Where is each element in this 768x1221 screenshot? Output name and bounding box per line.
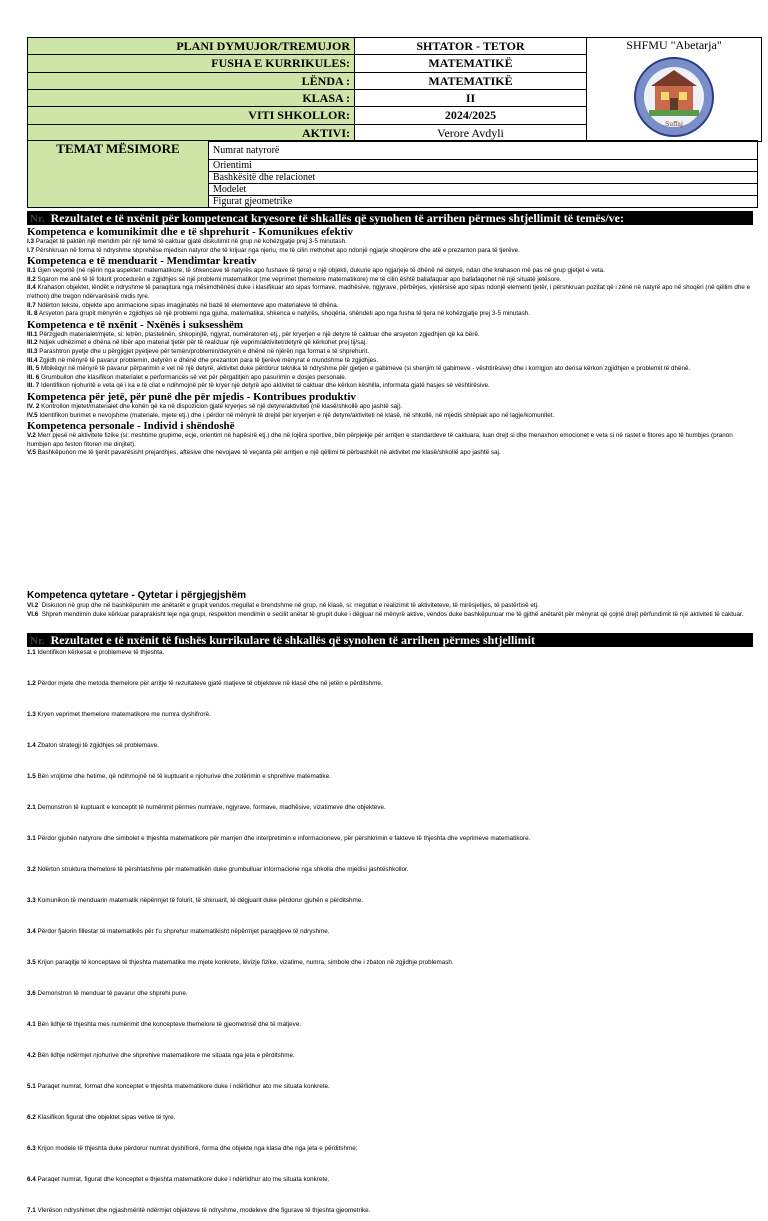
- header-value: 2024/2025: [355, 107, 587, 124]
- competence-item: [27, 339, 753, 348]
- header-value: II: [355, 89, 587, 106]
- topic-item: Orientimi: [209, 160, 758, 172]
- header-value: MATEMATIKË: [355, 72, 587, 89]
- result-item: [27, 990, 753, 1021]
- result-text: Ndërton struktura themelore të përshtatshme për matematikën duke grumbulluar informacione nga shkolla dhe mjedisi jashtëshkollor.: [37, 866, 409, 873]
- competence-title: Kompetenca e të menduarit - Mendimtar kreativ: [27, 255, 257, 268]
- result-code: 3.5: [27, 959, 36, 966]
- result-code: 6.3: [27, 1145, 36, 1152]
- result-item: [27, 742, 753, 773]
- result-text: Identifikon kërkesat e problemeve të thjeshta.: [37, 649, 165, 656]
- header-label: PLANI DYMUJOR/TREMUJOR: [28, 38, 355, 55]
- result-item: [27, 866, 753, 897]
- result-text: Krijon modele të thjeshta duke përdorur numrat dyshifrorë, forma dhe objekte nga klasa dhe nga jeta e përditshme;: [37, 1145, 358, 1152]
- item-text: Bashkëpunon me të tjerët pavarësisht prejardhjes, aftësive dhe nevojave të veçanta për arritjen e një qëllimi të përbashkët në aktivitet me klasë/shkollë apo jashtë saj.: [37, 449, 501, 457]
- result-text: Përdor fjalorin fillestar të matematikës për t'u shprehur matematikisht nëpërmjet paraqitjeve të ndryshme.: [37, 928, 330, 935]
- result-code: 3.1: [27, 835, 36, 842]
- result-text: Bën lidhje të thjeshta mes numërimit dhe koncepteve themelore të gjeometrisë dhe të matjeve.: [37, 1021, 302, 1028]
- result-item: [27, 773, 753, 804]
- item-text: Përshkruan në forma të ndryshme shprehëse mjedisin natyror dhe të krijuar nga njeriu, me të cilin rrethohet apo ndonjë ngjarje shoqërore dhe atë e prezanton para të tjerëve.: [35, 246, 520, 254]
- header-label: VITI SHKOLLOR:: [28, 107, 355, 124]
- item-code: III. 7: [27, 382, 40, 390]
- competence-item: [27, 247, 753, 256]
- competence-item: [27, 238, 753, 247]
- competence-item: [27, 357, 753, 366]
- school-logo-icon: [633, 56, 715, 138]
- header-label: AKTIVI:: [28, 124, 355, 141]
- item-code: IV. 2: [27, 402, 40, 410]
- item-text: Arsyeton para grupit mënyrën e zgjidhjes së një problemi nga gjuha, matematika, shkenca e natyrës, shoqëria, shëndeti apo nga fusha të tjera në kohëzgjatje prej 3-5 minutash.: [38, 310, 531, 318]
- page-1: [0, 0, 768, 545]
- result-item: [27, 835, 753, 866]
- result-text: Bën vrojtime dhe hetime, që ndihmojnë në të kuptuarit e njohurive dhe zotërimin e shprehive matematike.: [37, 773, 331, 780]
- result-item: [27, 804, 753, 835]
- item-text: Mbikëqyr në mënyrë të pavarur përparimin e vet në një detyrë, aktivitet duke përdorur teknika të ndryshme për gjetjen e gabimeve (si shenjim të gabimeve - vështirësive) dhe i korrigjon ato derisa kërkon zgjidhjen e problemit të dhënë.: [41, 365, 691, 373]
- competence-item: [27, 602, 753, 611]
- key-outcomes-bar: [27, 211, 753, 225]
- item-text: Sqaron me anë të të folurit procedurën e zgjidhjes së një problemi matematikor (me veprimet themelore matematikore) me të cilin është ballafaquar apo ballafaqohet në një situatë jetësore.: [37, 275, 562, 283]
- item-code: VI.6: [27, 610, 39, 618]
- item-code: II.4: [27, 284, 36, 292]
- result-text: Bën lidhje ndërmjet njohurive dhe shprehive matematikore me situata nga jeta e përditshme.: [37, 1052, 295, 1059]
- bar-prefix: Nr.: [30, 635, 45, 647]
- topic-item: Figurat gjeometrike: [209, 196, 758, 208]
- curriculum-outcomes-bar: [27, 633, 753, 647]
- competence-title: Kompetenca personale - Individ i shëndoshë: [27, 420, 235, 433]
- competence-item: [27, 331, 753, 340]
- result-text: Përdor mjete dhe metoda themelore për arritje të rezultateve gjatë matjeve të objekteve në klasë dhe në jetën e përditshme.: [37, 680, 383, 687]
- topics-label: TEMAT MËSIMORE: [28, 141, 209, 208]
- competence-title: Kompetenca qytetare - Qytetar i përgjegjshëm: [27, 590, 246, 601]
- result-item: [27, 1021, 753, 1052]
- bar-title: Rezultatet e të nxënit për kompetencat kryesore të shkallës që synohen të arrihen përmes shtjellimit të temës/ve:: [50, 211, 625, 225]
- result-item: [27, 1052, 753, 1083]
- header-label: FUSHA E KURRIKULES:: [28, 55, 355, 72]
- result-item: [27, 680, 753, 711]
- result-text: Krijon paraqitje të konceptave të thjeshta matematike me mjete konkrete, lëvizje fizike, vizatime, numra, simbole dhe i zbaton në zgjidhje problemash.: [37, 959, 454, 966]
- item-text: Paraqet të paktën një mendim për një temë të caktuar gjatë diskutimit në grup në kohëzgjatje prej 3-5 minutash.: [35, 238, 347, 245]
- result-item: [27, 1083, 753, 1114]
- result-text: Zbaton strategji të zgjidhjes së problemave.: [37, 742, 159, 749]
- item-code: III.4: [27, 356, 38, 364]
- result-code: 5.1: [27, 1083, 36, 1090]
- result-text: Klasifikon figurat dhe objektet sipas vetive të tyre.: [37, 1114, 176, 1121]
- bar-title: Rezultatet e të nxënit të fushës kurrikulare të shkallës që synohen të arrihen përmes shtjellimit: [50, 633, 535, 647]
- result-code: 7.1: [27, 1207, 36, 1214]
- topic-item: Bashkësitë dhe relacionet: [209, 172, 758, 184]
- result-code: 4.1: [27, 1021, 36, 1028]
- item-text: Parashtron pyetje dhe u përgjigjet pyetjeve për temën/problemin/detyrën e dhënë në njërën nga format e të shprehurit.: [39, 347, 369, 355]
- result-item: [27, 1207, 753, 1221]
- item-code: II.7: [27, 301, 36, 309]
- competence-title: Kompetenca për jetë, për punë dhe për mjedis - Kontribues produktiv: [27, 390, 356, 403]
- item-code: IV.5: [27, 411, 38, 419]
- competence-item: [27, 382, 753, 391]
- results-list: [27, 649, 753, 1214]
- result-text: Demonstron të kuptuarit e konceptit të numërimit përmes numrave, ngjyrave, formave, madhësive, vizatimeve dhe objekteve.: [37, 804, 386, 811]
- competence-item: [27, 310, 753, 319]
- competences-list: [27, 226, 753, 458]
- header-value: MATEMATIKË: [355, 55, 587, 72]
- item-text: Diskuton në grup dhe në bashkëpunim me anëtarët e grupit vendos rregullat e brendshme në grup, në klasë, si: rregullat e realizimit të aktiviteteve, të mirësjelljes, të pastërtisë etj.: [41, 602, 539, 609]
- bar-prefix: Nr.: [30, 213, 45, 225]
- item-text: Përzgjedh materialet/mjete, si: letrën, plastelinën, shkopinjtë, ngjyrat, numëratoren etj., për kryerjen e një detyre të caktuar dhe arsyeton zgjedhjen që ka bërë.: [39, 330, 480, 338]
- competence-item: [27, 284, 753, 301]
- item-text: Zgjidh në mënyrë të pavarur problemin, detyrën e dhënë dhe prezanton para të tjerëve mënyrat e mundshme të zgjidhjes.: [39, 356, 379, 364]
- result-code: 3.2: [27, 866, 36, 873]
- competence-item: [27, 276, 753, 285]
- result-code: 1.5: [27, 773, 36, 780]
- result-code: 4.2: [27, 1052, 36, 1059]
- competence-item: [27, 403, 753, 412]
- result-code: 2.1: [27, 804, 36, 811]
- result-text: Paraqet numrat, figurat dhe konceptet e thjeshta matematikore duke i ndërlidhur ato me situata konkrete.: [37, 1176, 330, 1183]
- result-code: 6.4: [27, 1176, 36, 1183]
- result-item: [27, 649, 753, 680]
- result-code: 1.2: [27, 680, 36, 687]
- result-text: Komunikon të menduarin matematik nëpërmjet të folurit, të shkruarit, të dëgjuarit duke përdorur gjuhën e përditshme.: [37, 897, 364, 904]
- item-text: Ndërton tekste, objekte apo animacione sipas imagjinatës në bazë të elementeve apo materialeve të dhëna.: [37, 301, 339, 309]
- page-2: [0, 575, 768, 1214]
- item-text: Identifikon burimet e nevojshme (materiale, mjete etj.) dhe i përdor në mënyrë të drejtë për kryerjen e një detyre/aktiviteti në klasë, në shkollë, në mjedis shtëpiak apo në lagje/komunitet.: [39, 411, 555, 419]
- item-text: Krahason objektet, lëndët e ndryshme të paraqitura nga mësimdhënësi duke i klasifikuar ato sipas formave, madhësive, ngjyrave, përbërjes, vjetërsisë apo sipas ndonjë elementi tjetër, i përshkruan pozitat që i zënë në natyrë apo në shoqëri (në qëllim dhe e rrethon) dhe tregon ndërvarësinë midis tyre.: [27, 284, 751, 300]
- item-code: I.3: [27, 238, 35, 245]
- result-text: Paraqet numrat, format dhe konceptet e thjeshta matematikore duke i ndërlidhur ato me situata konkrete.: [37, 1083, 330, 1090]
- topic-item: Modelet: [209, 184, 758, 196]
- item-code: III.1: [27, 330, 38, 338]
- header-value: SHTATOR - TETOR: [355, 38, 587, 55]
- competence-item: [27, 449, 753, 458]
- item-text: Kontrollon mjetet/materialet dhe kohën që ka në dispozicion gjatë kryerjes së një detyre/aktiviteti (në klasë/shkollë apo jashtë saj).: [41, 402, 403, 410]
- result-code: 3.3: [27, 897, 36, 904]
- item-code: III. 6: [27, 373, 40, 381]
- result-item: [27, 1114, 753, 1145]
- result-item: [27, 959, 753, 990]
- result-item: [27, 1145, 753, 1176]
- item-text: Grumbullon dhe klasifikon materialet e performancës së vet për përgatitjen apo pasurimin e dosjes personale.: [41, 373, 347, 381]
- result-text: Përdor gjuhën natyrore dhe simbolet e thjeshta matematikore për marrjen dhe interpretimin e informacioneve, për përshkrimin e fakteve të thjeshta dhe veprimeve matematikore.: [37, 835, 531, 842]
- competence-title: Kompetenca e komunikimit dhe e të shprehurit - Komunikues efektiv: [27, 226, 353, 238]
- item-code: V.2: [27, 432, 36, 440]
- result-item: [27, 897, 753, 928]
- result-item: [27, 711, 753, 742]
- header-label: LËNDA :: [28, 72, 355, 89]
- item-code: III.2: [27, 339, 38, 347]
- competence-item: [27, 432, 753, 449]
- item-text: Shpreh mendimin duke kërkuar paraprakisht leje nga grupi, respekton mendimin e secilit anëtar të grupit duke i dëgjuar në mënyrë aktive, vendos duke bashkëpunuar me të gjithë anëtarët për mënyrat që çojnë drejt përfundimit të një aktiviteti të caktuar.: [41, 610, 744, 618]
- competence-item: [27, 267, 753, 276]
- competence-item: [27, 365, 753, 374]
- competence-item: [27, 611, 753, 620]
- result-code: 1.4: [27, 742, 36, 749]
- item-code: V.5: [27, 449, 36, 457]
- item-text: Gjen veçoritë (në njërin nga aspektet: matematikore, të shkencave të natyrës apo fushave të tjera) e një objekti, dukurie apo ngjarjeje të dhënë në detyrë, ndan dhe krahason më pas në grup gjetjet e veta.: [37, 267, 605, 275]
- result-code: 6.2: [27, 1114, 36, 1121]
- logo-cell: [587, 38, 762, 142]
- item-code: II. 8: [27, 310, 38, 318]
- competence-item: [27, 302, 753, 311]
- result-text: Kryen veprimet themelore matematikore me numra dyshifrorë.: [37, 711, 211, 718]
- competence-item: [27, 348, 753, 357]
- item-code: II.1: [27, 267, 36, 275]
- competence-title: Kompetenca e të nxënit - Nxënës i suksesshëm: [27, 318, 244, 331]
- result-text: Demonstron të menduar të pavarur dhe shprehi pune.: [37, 990, 188, 997]
- result-item: [27, 928, 753, 959]
- item-text: Merr pjesë në aktivitete fizike (si: rreshtime grupime, ecje, orientim në hapësirë etj.) dhe në lojëra sportive, bën përpjekje për arritjen e standardeve të caktuara, luan drejt si dhe menaxhon emocionet e veta si në rastet e fitores apo të humbjes (pranon humbjen apo feston fitoren me dinjitet).: [27, 432, 733, 448]
- civic-competence: [27, 590, 753, 619]
- result-code: 3.6: [27, 990, 36, 997]
- result-code: 1.3: [27, 711, 36, 718]
- result-item: [27, 1176, 753, 1207]
- competence-item: [27, 374, 753, 383]
- competence-item: [27, 412, 753, 421]
- school-name: SHFMU "Abetarja": [626, 38, 722, 52]
- header-value: Verore Avdyli: [355, 124, 587, 141]
- result-text: Vlerëson ndryshimet dhe ngjashmëritë ndërmjet objekteve të ndryshme, modeleve dhe figurave të thjeshta gjeometrike.: [37, 1207, 371, 1214]
- item-code: I.7: [27, 246, 35, 254]
- item-text: Identifikon njohuritë e veta që i ka e të cilat e ndihmojnë për të kryer një detyrë apo aktivitet të caktuar dhe kërkon këshilla, informata gjatë hasjes së vështirësive.: [41, 382, 490, 390]
- page-gap: [0, 545, 768, 575]
- item-code: III.3: [27, 347, 38, 355]
- item-code: VI.2: [27, 602, 39, 609]
- item-text: Ndjek udhëzimet e dhëna në libër apo material tjetër për të realizuar një veprim/aktivitet/detyrë që kërkohet prej tij/saj.: [39, 339, 367, 347]
- item-code: II.2: [27, 275, 36, 283]
- logo-sub-text: Suffaj: [665, 121, 683, 128]
- topic-item: Numrat natyrorë: [209, 141, 758, 160]
- topics-table: [27, 140, 758, 208]
- result-code: 3.4: [27, 928, 36, 935]
- result-code: 1.1: [27, 649, 36, 656]
- header-label: KLASA :: [28, 89, 355, 106]
- header-table: [27, 37, 762, 142]
- item-code: III. 5: [27, 365, 40, 373]
